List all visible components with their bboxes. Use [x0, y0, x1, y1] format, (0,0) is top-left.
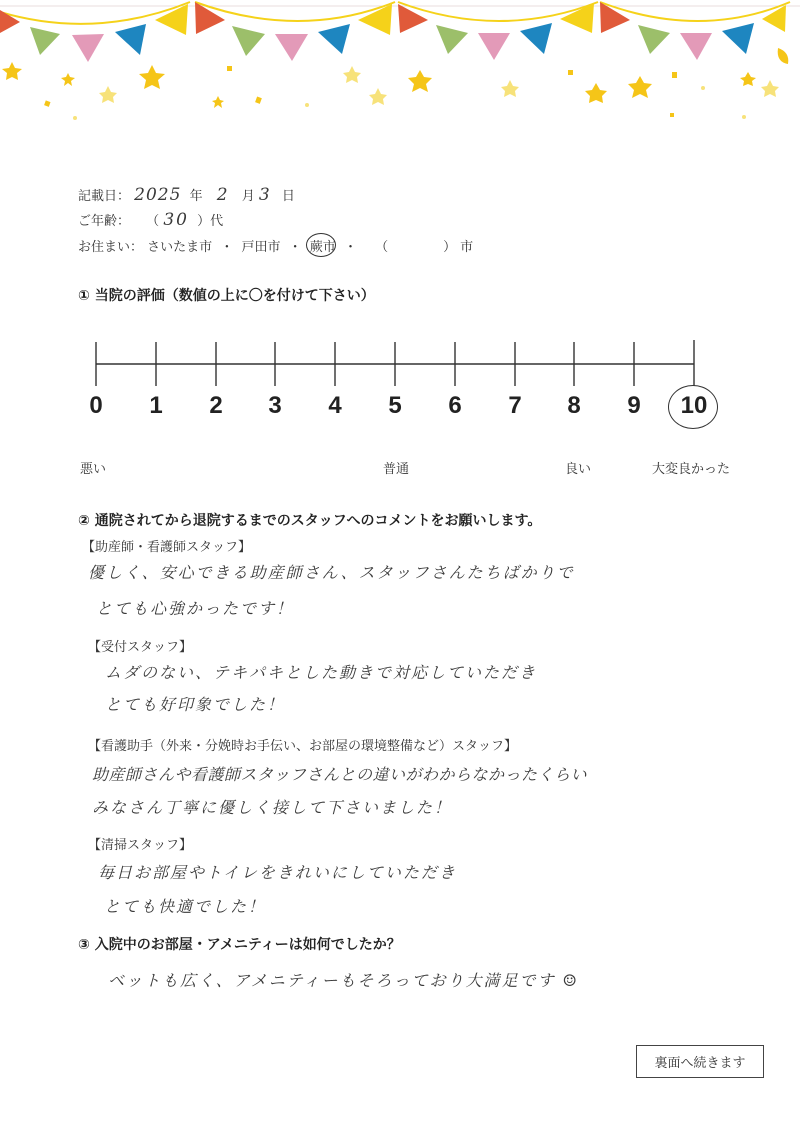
- age-label: ご年齢：: [78, 214, 131, 229]
- age-row: [78, 210, 223, 230]
- residence-option-toda[interactable]: 戸田市: [241, 240, 281, 255]
- anchor-very-good: 大変良かった: [652, 462, 731, 477]
- scale-option-1[interactable]: 1: [149, 392, 163, 419]
- section1-title: ① 当院の評価（数値の上に〇を付けて下さい）: [78, 288, 375, 304]
- scale-option-0[interactable]: 0: [89, 392, 103, 419]
- scale-option-7[interactable]: 7: [508, 392, 522, 419]
- comment-midwife-nurse-line1[interactable]: 優しく、安心できる助産師さん、スタッフさんたちばかりで: [88, 563, 575, 582]
- selected-city-circle: [306, 233, 336, 257]
- comment-nursing-assistant-line2[interactable]: みなさん丁寧に優しく接して下さいました！: [92, 798, 453, 817]
- section2-title: ② 通院されてから退院するまでのスタッフへのコメントをお願いします。: [78, 513, 542, 529]
- residence-row: [78, 236, 477, 255]
- comment-midwife-nurse-line2[interactable]: とても心強かったです！: [96, 599, 295, 618]
- scale-option-10[interactable]: 10: [680, 392, 708, 419]
- group-label-cleaning: 【清掃スタッフ】: [88, 838, 193, 853]
- comment-cleaning-line1[interactable]: 毎日お部屋やトイレをきれいにしていただき: [98, 863, 457, 882]
- group-label-midwife-nurse: 【助産師・看護師スタッフ】: [82, 540, 252, 555]
- age-value[interactable]: 30: [163, 210, 189, 230]
- age-close-paren: ）代: [197, 214, 224, 229]
- scale-option-6[interactable]: 6: [448, 392, 462, 419]
- anchor-good: 良い: [565, 462, 592, 477]
- comment-cleaning-line2[interactable]: とても快適でした！: [104, 897, 267, 916]
- comment-nursing-assistant-line1[interactable]: 助産師さんや看護師スタッフさんとの違いがわからなかったくらい: [92, 765, 588, 784]
- comment-reception-line2[interactable]: とても好印象でした！: [105, 695, 286, 714]
- anchor-bad: 悪い: [80, 462, 107, 477]
- anchor-normal: 普通: [383, 462, 410, 477]
- section3-title: ③ 入院中のお部屋・アメニティーは如何でしたか？: [78, 937, 401, 953]
- date-month-value[interactable]: 2: [216, 185, 230, 205]
- residence-option-saitama[interactable]: さいたま市: [147, 240, 213, 255]
- scale-option-5[interactable]: 5: [388, 392, 402, 419]
- comment-reception-line1[interactable]: ムダのない、テキパキとした動きで対応していただき: [105, 663, 538, 682]
- residence-separator: ・: [288, 240, 302, 255]
- scale-option-2[interactable]: 2: [209, 392, 223, 419]
- bunting-banner: [0, 0, 800, 130]
- residence-separator: ・: [220, 240, 234, 255]
- date-month-unit: 月: [241, 189, 255, 204]
- scale-option-9[interactable]: 9: [627, 392, 641, 419]
- continue-on-back-label: 裏面へ続きます: [636, 1045, 764, 1078]
- date-year-value[interactable]: 2025: [134, 185, 182, 205]
- date-row: [78, 185, 295, 205]
- group-label-nursing-assistant: 【看護助手（外来・分娩時お手伝い、お部屋の環境整備など）スタッフ】: [88, 739, 518, 754]
- date-label: 記載日：: [78, 189, 131, 204]
- group-label-reception: 【受付スタッフ】: [88, 640, 193, 655]
- scale-option-8[interactable]: 8: [567, 392, 581, 419]
- residence-separator: ・: [343, 240, 357, 255]
- residence-label: お住まい：: [78, 240, 144, 255]
- residence-option-other[interactable]: （ ）市: [375, 240, 478, 255]
- date-day-value[interactable]: 3: [258, 185, 272, 205]
- date-year-unit: 年: [189, 189, 203, 204]
- scale-option-3[interactable]: 3: [268, 392, 282, 419]
- selected-rating-circle: [668, 385, 718, 429]
- amenity-answer[interactable]: ベットも広く、アメニティーもそろっており大満足です ☺: [108, 971, 579, 990]
- date-day-unit: 日: [281, 189, 295, 204]
- scale-option-4[interactable]: 4: [328, 392, 342, 419]
- rating-scale: [0, 320, 800, 450]
- age-open-paren: （: [146, 214, 160, 229]
- residence-option-warabi[interactable]: 蕨市: [309, 240, 336, 255]
